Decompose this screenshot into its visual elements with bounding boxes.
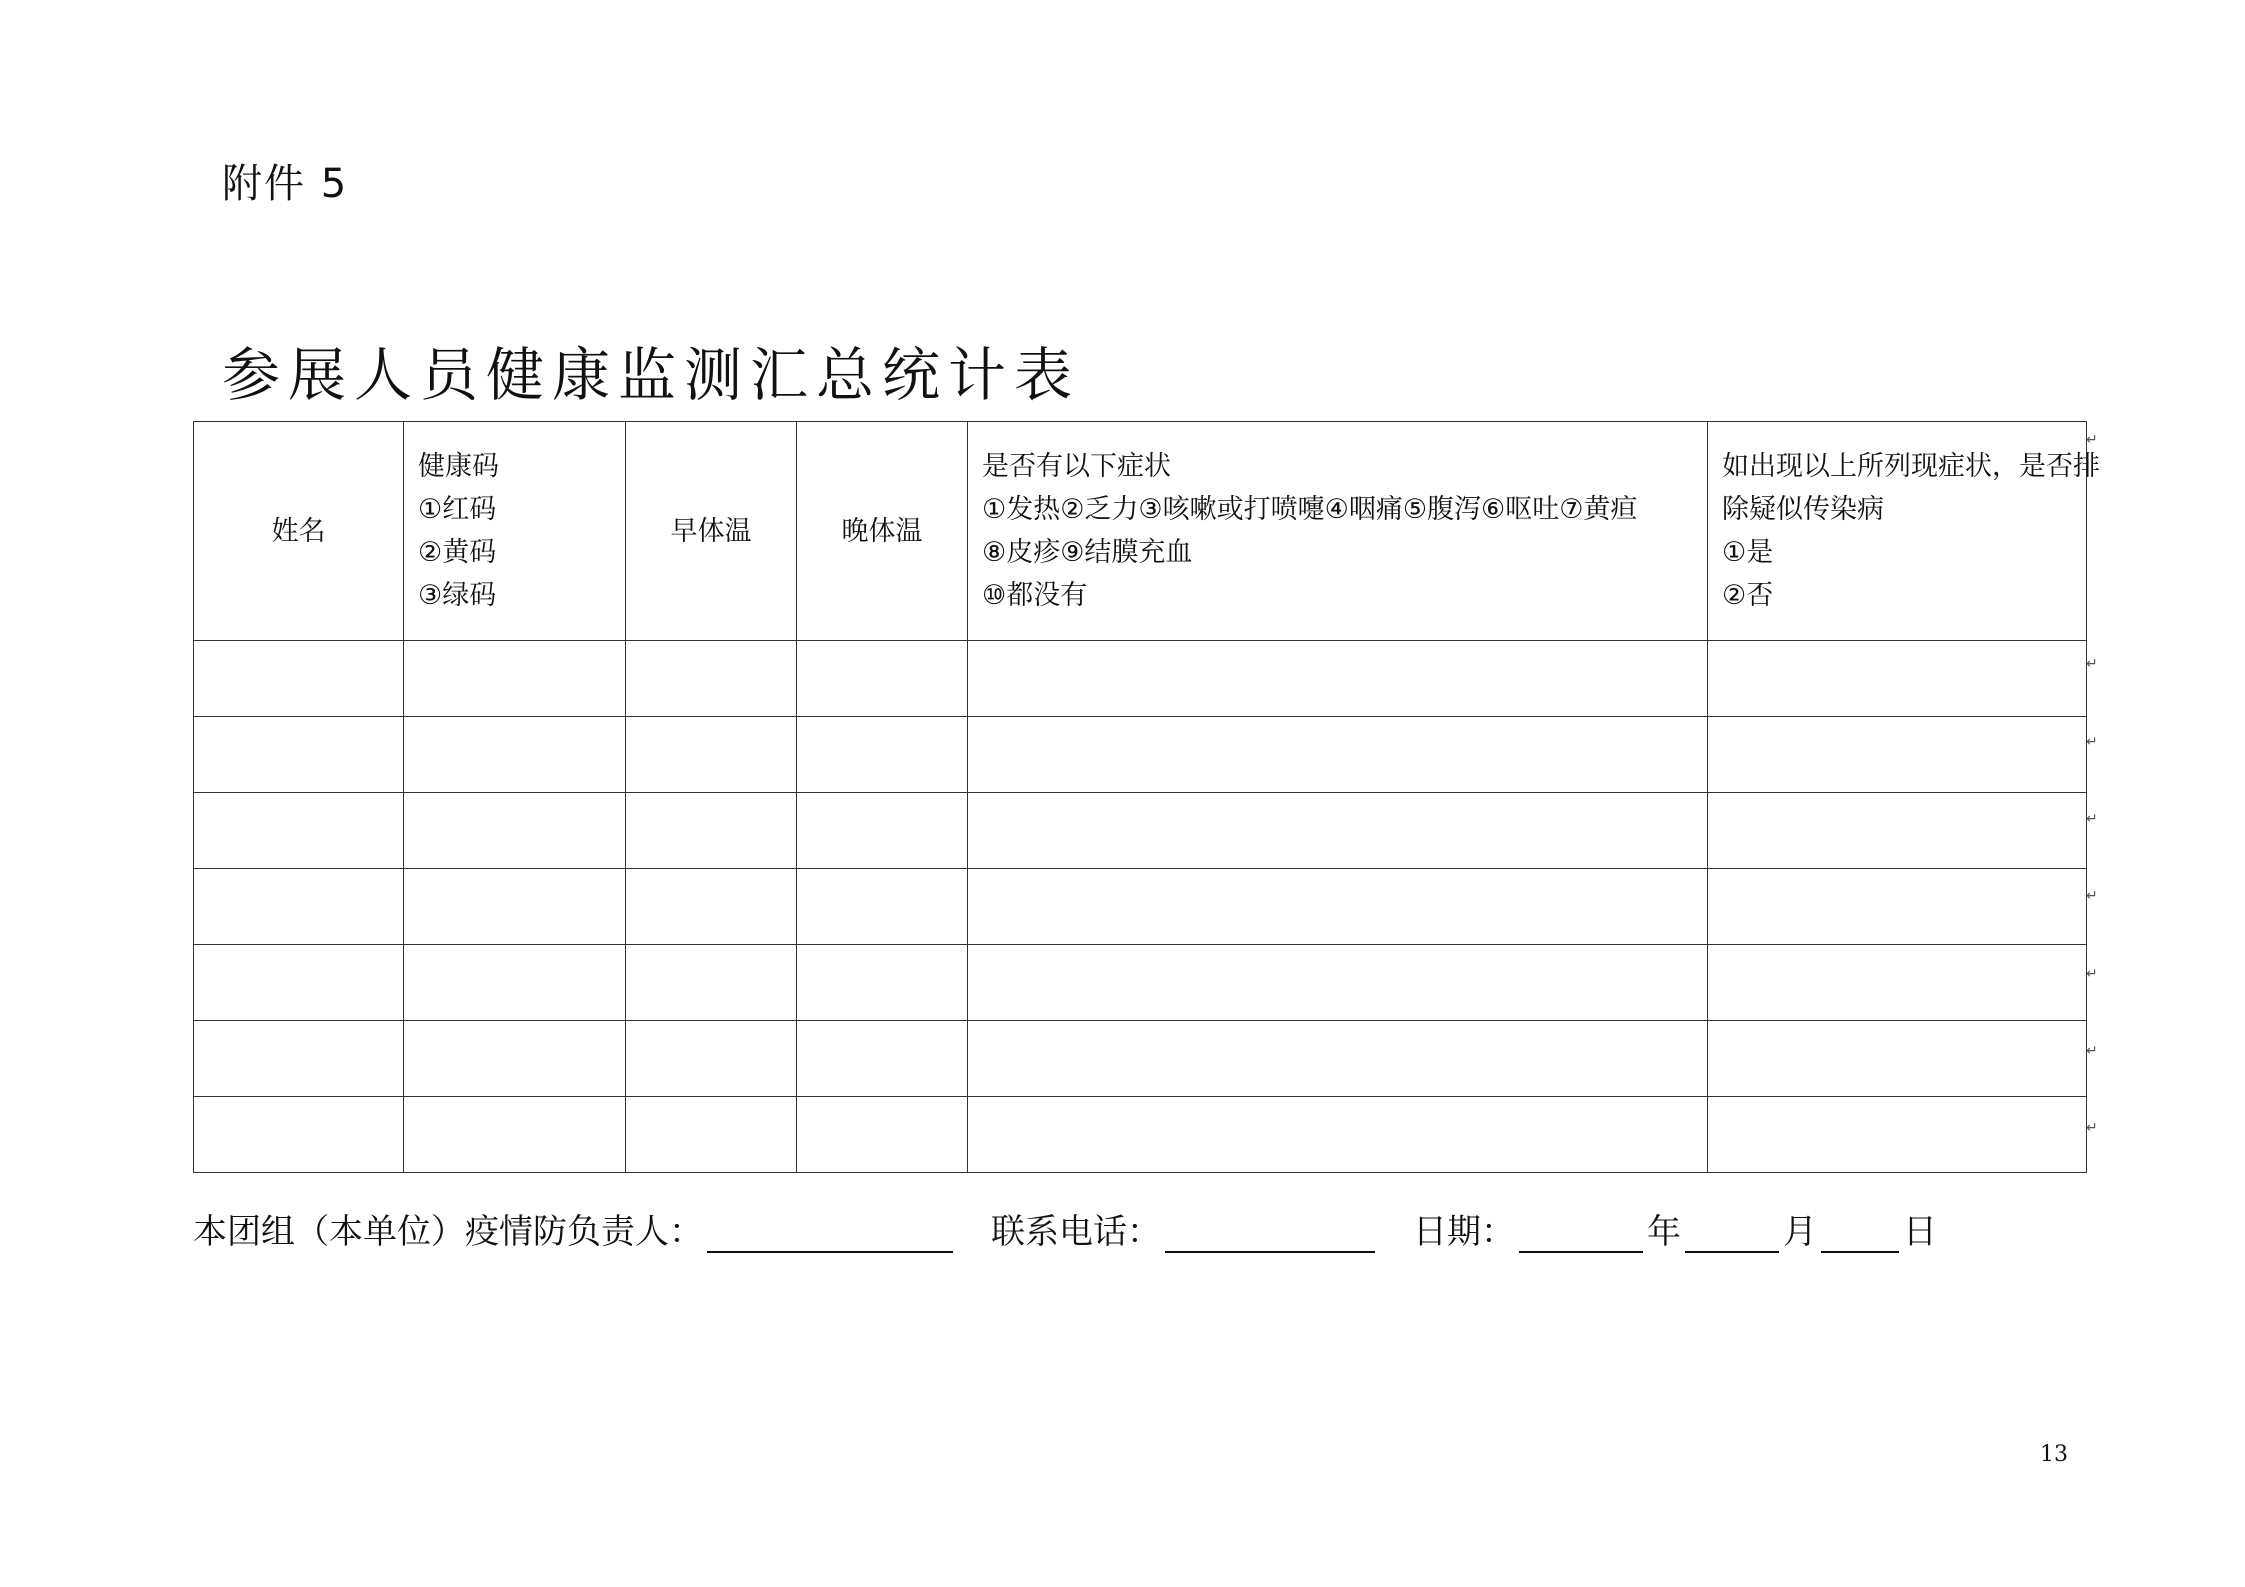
table-cell[interactable]: [626, 1097, 797, 1173]
year-blank[interactable]: [1519, 1215, 1643, 1253]
table-cell[interactable]: [968, 717, 1708, 793]
exclusion-yes: ①是: [1722, 537, 1774, 568]
table-cell[interactable]: [1708, 945, 2087, 1021]
header-morning-temp: 早体温: [626, 422, 797, 641]
table-cell[interactable]: [194, 945, 404, 1021]
footer-signature-line: [193, 1204, 1937, 1253]
year-label: 年: [1647, 1212, 1681, 1252]
table-cell[interactable]: [968, 1021, 1708, 1097]
health-code-yellow: ②黄码: [418, 537, 497, 568]
paragraph-mark: ↵: [2086, 656, 2098, 672]
symptoms-line-3: ⑩都没有: [982, 580, 1088, 611]
table-cell[interactable]: [968, 1097, 1708, 1173]
table-cell[interactable]: [968, 641, 1708, 717]
table-cell[interactable]: [404, 1021, 626, 1097]
table-cell[interactable]: [626, 793, 797, 869]
symptoms-title: 是否有以下症状: [982, 451, 1171, 482]
symptoms-line-1: ①发热②乏力③咳嗽或打喷嚏④咽痛⑤腹泻⑥呕吐⑦黄疸: [982, 494, 1638, 525]
table-cell[interactable]: [797, 1021, 968, 1097]
exclusion-line-1: 如出现以上所列现症状，是否排: [1722, 451, 2100, 482]
paragraph-mark: ↵: [2086, 1120, 2098, 1136]
responsible-label: 本团组（本单位）疫情防负责人：: [193, 1212, 703, 1252]
table-row: [194, 717, 2087, 793]
paragraph-mark: ↵: [2086, 432, 2098, 448]
date-label: 日期：: [1413, 1212, 1515, 1252]
table-cell[interactable]: [194, 717, 404, 793]
table-cell[interactable]: [797, 869, 968, 945]
header-row: [194, 422, 2087, 641]
header-exclusion: [1708, 422, 2100, 641]
table-row: [194, 869, 2087, 945]
header-evening-temp: 晚体温: [797, 422, 968, 641]
exclusion-no: ②否: [1722, 580, 1774, 611]
page-number: 13: [2040, 1442, 2068, 1467]
paragraph-mark: ↵: [2086, 734, 2098, 750]
table-cell[interactable]: [797, 1097, 968, 1173]
paragraph-mark: ↵: [2086, 1043, 2098, 1059]
health-monitoring-table: [193, 421, 2100, 1173]
table-cell[interactable]: [797, 793, 968, 869]
health-code-red: ①红码: [418, 494, 497, 525]
table-cell[interactable]: [626, 717, 797, 793]
day-blank[interactable]: [1821, 1215, 1899, 1253]
table-cell[interactable]: [1708, 1097, 2087, 1173]
table-body: [194, 641, 2087, 1173]
table-cell[interactable]: [626, 945, 797, 1021]
header-symptoms: [968, 422, 1708, 641]
table-cell[interactable]: [404, 641, 626, 717]
table-cell[interactable]: [194, 1021, 404, 1097]
table-cell[interactable]: [194, 641, 404, 717]
table-cell[interactable]: [194, 1097, 404, 1173]
header-health-code: [404, 422, 626, 641]
table-cell[interactable]: [1708, 717, 2087, 793]
month-blank[interactable]: [1685, 1215, 1779, 1253]
table-cell[interactable]: [797, 641, 968, 717]
table-cell[interactable]: [404, 1097, 626, 1173]
table-cell[interactable]: [626, 869, 797, 945]
table-row: [194, 1097, 2087, 1173]
table-cell[interactable]: [1708, 869, 2087, 945]
month-label: 月: [1783, 1212, 1817, 1252]
paragraph-mark: ↵: [2086, 888, 2098, 904]
table-row: [194, 641, 2087, 717]
table-row: [194, 1021, 2087, 1097]
table-cell[interactable]: [968, 945, 1708, 1021]
table-cell[interactable]: [404, 793, 626, 869]
table-cell[interactable]: [968, 793, 1708, 869]
paragraph-mark: ↵: [2086, 811, 2098, 827]
symptoms-line-2: ⑧皮疹⑨结膜充血: [982, 537, 1193, 568]
responsible-blank[interactable]: [707, 1215, 953, 1253]
table-cell[interactable]: [194, 793, 404, 869]
phone-blank[interactable]: [1165, 1215, 1375, 1253]
exclusion-line-2: 除疑似传染病: [1722, 494, 1884, 525]
table-row: [194, 945, 2087, 1021]
day-label: 日: [1903, 1212, 1937, 1252]
paragraph-mark: ↵: [2086, 966, 2098, 982]
health-code-green: ③绿码: [418, 580, 497, 611]
table-cell[interactable]: [797, 945, 968, 1021]
table-cell[interactable]: [797, 717, 968, 793]
table-cell[interactable]: [626, 1021, 797, 1097]
table-cell[interactable]: [1708, 641, 2087, 717]
table-cell[interactable]: [404, 869, 626, 945]
header-name: 姓名: [194, 422, 404, 641]
document-title: 参展人员健康监测汇总统计表: [222, 341, 1081, 409]
table-cell[interactable]: [194, 869, 404, 945]
table-cell[interactable]: [404, 717, 626, 793]
table-cell[interactable]: [404, 945, 626, 1021]
table-cell[interactable]: [626, 641, 797, 717]
table-cell[interactable]: [1708, 793, 2087, 869]
phone-label: 联系电话：: [991, 1212, 1161, 1252]
health-code-title: 健康码: [418, 451, 499, 482]
table-row: [194, 793, 2087, 869]
table-cell[interactable]: [1708, 1021, 2087, 1097]
attachment-label: 附件 5: [222, 161, 349, 207]
table-cell[interactable]: [968, 869, 1708, 945]
